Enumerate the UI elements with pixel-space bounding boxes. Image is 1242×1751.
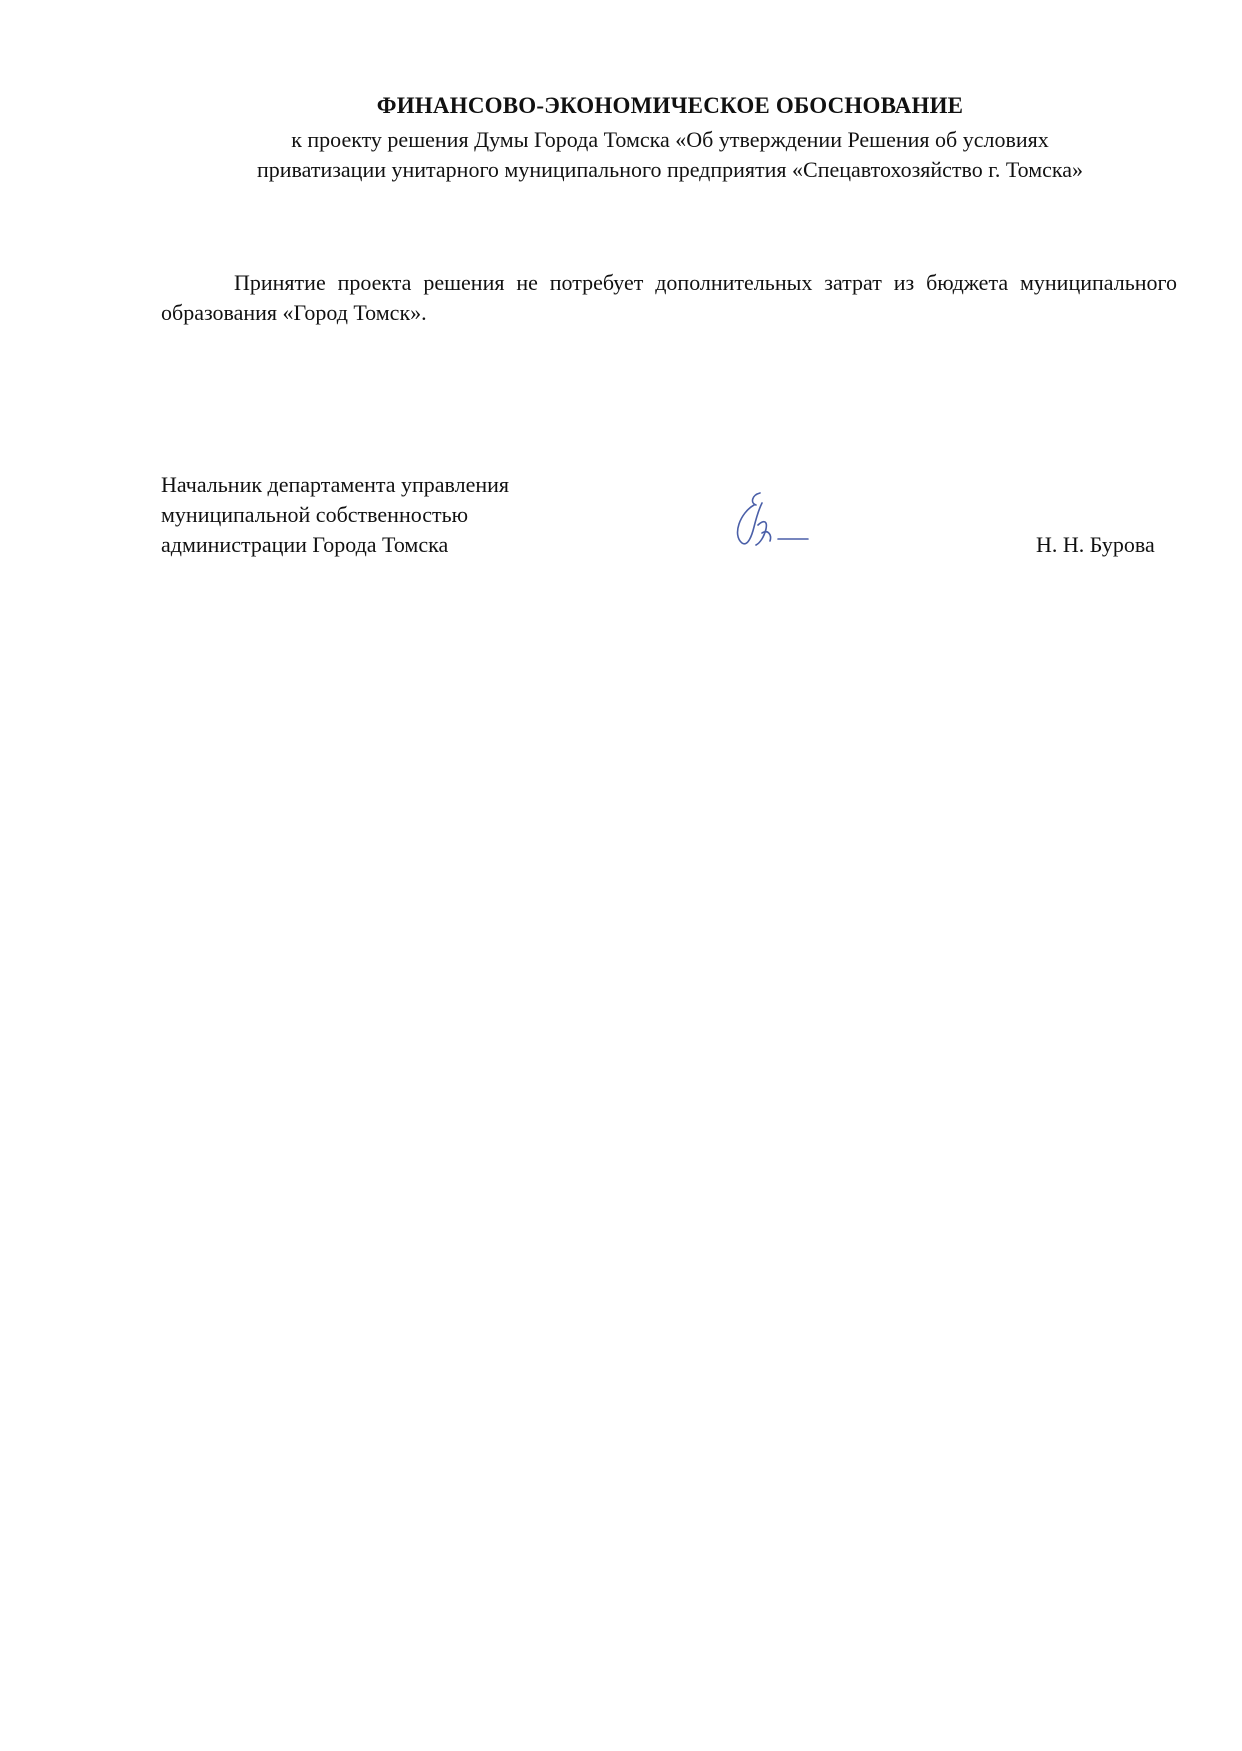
position-line-1: Начальник департамента управления (161, 472, 510, 497)
signatory-position (161, 470, 581, 560)
signatory-name: Н. Н. Бурова (1036, 532, 1155, 557)
document-title: ФИНАНСОВО-ЭКОНОМИЧЕСКОЕ ОБОСНОВАНИЕ (376, 93, 964, 118)
signature-stroke (738, 493, 808, 545)
position-line-2: муниципальной собственностью (161, 502, 469, 527)
subtitle-line-2: приватизации унитарного муниципального предприятия «Спецавтохозяйство г. Томска» (256, 157, 1083, 182)
document-subtitle (120, 125, 1220, 185)
subtitle-line-1: к проекту решения Думы Города Томска «Об утверждении Решения об условиях (291, 127, 1049, 152)
body-paragraph: Принятие проекта решения не потребует дополнительных затрат из бюджета муниципального образования «Город Томск». (161, 270, 1177, 325)
position-line-3: администрации Города Томска (161, 532, 449, 557)
handwritten-signature (722, 485, 812, 555)
